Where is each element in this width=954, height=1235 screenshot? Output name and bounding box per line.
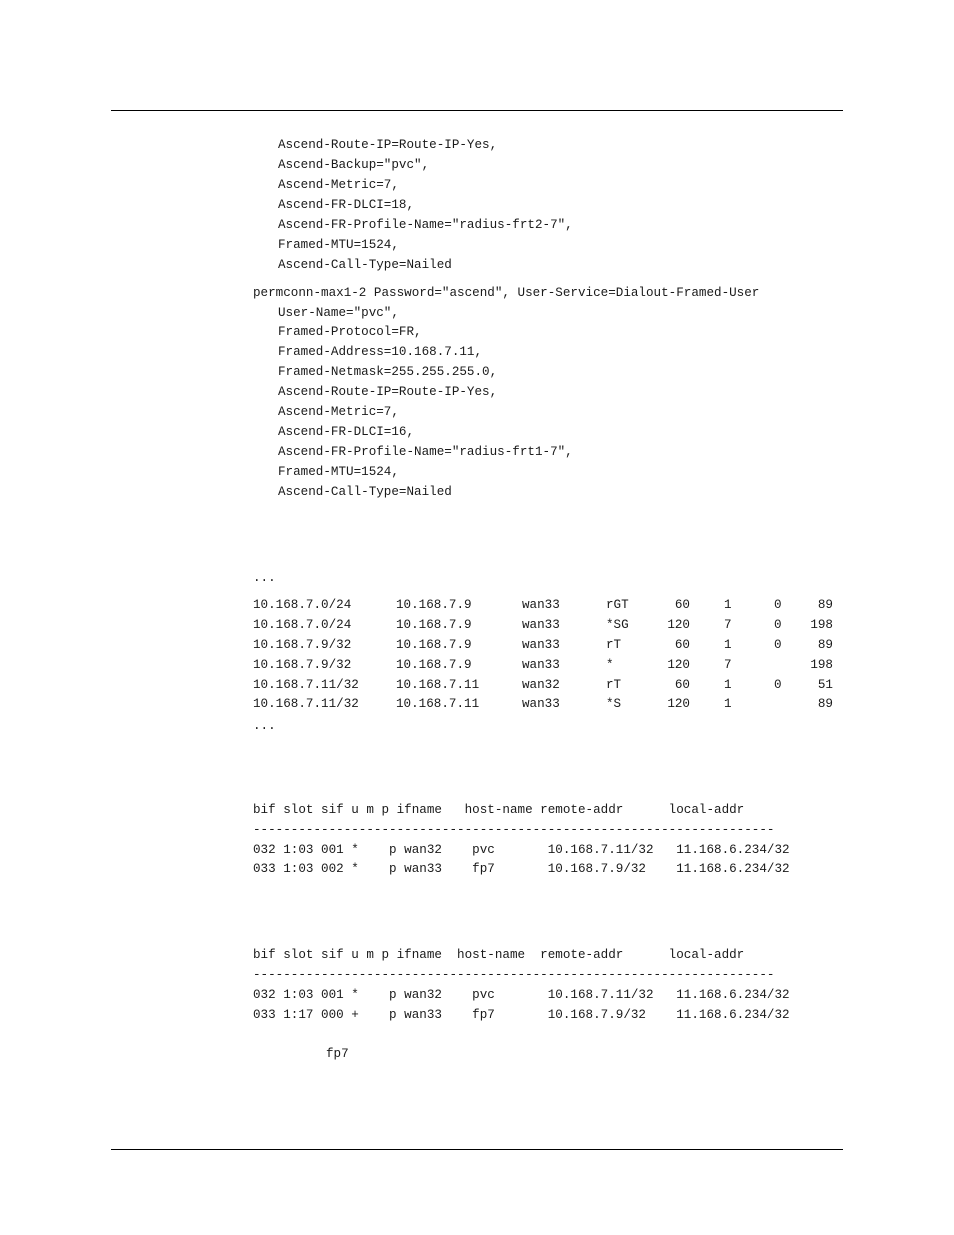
route-interface: wan33: [522, 598, 560, 612]
route-destination: 10.168.7.0/24: [253, 618, 352, 632]
route-preference: 60: [674, 638, 690, 652]
route-destination: 10.168.7.11/32: [253, 678, 359, 692]
code-line: Ascend-FR-DLCI=18,: [278, 198, 415, 212]
route-metric: 1: [724, 697, 732, 711]
route-flags: *SG: [606, 618, 629, 632]
route-interface: wan33: [522, 697, 560, 711]
route-preference: 60: [674, 678, 690, 692]
footer-rule: [111, 1149, 843, 1150]
route-use: 0: [774, 678, 782, 692]
header-rule: [111, 110, 843, 111]
code-line: User-Name="pvc",: [278, 306, 399, 320]
route-use: 0: [774, 598, 782, 612]
footnote-code: fp7: [326, 1047, 349, 1061]
route-flags: *: [606, 658, 614, 672]
code-line: Ascend-Route-IP=Route-IP-Yes,: [278, 385, 498, 399]
route-destination: 10.168.7.9/32: [253, 658, 352, 672]
code-line: Ascend-Metric=7,: [278, 178, 399, 192]
code-line: Ascend-FR-Profile-Name="radius-frt1-7",: [278, 445, 573, 459]
code-line: Ascend-Route-IP=Route-IP-Yes,: [278, 138, 498, 152]
table-row: 032 1:03 001 * p wan32 pvc 10.168.7.11/32 11.168.6.234/32: [253, 843, 790, 857]
route-metric: 7: [724, 658, 732, 672]
route-gateway: 10.168.7.9: [396, 618, 472, 632]
code-line: Framed-Address=10.168.7.11,: [278, 345, 483, 359]
route-preference: 120: [667, 658, 690, 672]
route-gateway: 10.168.7.11: [396, 697, 480, 711]
route-gateway: 10.168.7.9: [396, 638, 472, 652]
table-row: 032 1:03 001 * p wan32 pvc 10.168.7.11/32 11.168.6.234/32: [253, 988, 790, 1002]
route-age: 89: [817, 697, 833, 711]
route-preference: 120: [667, 618, 690, 632]
route-flags: rT: [606, 678, 622, 692]
route-destination: 10.168.7.9/32: [253, 638, 352, 652]
route-preference: 120: [667, 697, 690, 711]
route-destination: 10.168.7.11/32: [253, 697, 359, 711]
ellipsis: ...: [253, 719, 276, 733]
table-divider: ---------------------------------------------------------------------: [253, 968, 775, 982]
table-row: 033 1:17 000 + p wan33 fp7 10.168.7.9/32 11.168.6.234/32: [253, 1008, 790, 1022]
code-line: Ascend-Backup="pvc",: [278, 158, 430, 172]
route-age: 51: [817, 678, 833, 692]
route-interface: wan33: [522, 658, 560, 672]
table-divider: ---------------------------------------------------------------------: [253, 823, 775, 837]
code-line: Framed-Protocol=FR,: [278, 325, 422, 339]
route-interface: wan33: [522, 638, 560, 652]
route-metric: 7: [724, 618, 732, 632]
route-preference: 60: [674, 598, 690, 612]
route-destination: 10.168.7.0/24: [253, 598, 352, 612]
route-age: 89: [817, 598, 833, 612]
table-row: 033 1:03 002 * p wan33 fp7 10.168.7.9/32 11.168.6.234/32: [253, 862, 790, 876]
code-line: Ascend-FR-DLCI=16,: [278, 425, 415, 439]
table-header: bif slot sif u m p ifname host-name remote-addr local-addr: [253, 948, 745, 962]
route-flags: rGT: [606, 598, 629, 612]
route-interface: wan33: [522, 618, 560, 632]
code-line: Ascend-Call-Type=Nailed: [278, 258, 452, 272]
route-age: 198: [810, 618, 833, 632]
route-flags: rT: [606, 638, 622, 652]
ellipsis: ...: [253, 571, 276, 585]
route-use: 0: [774, 638, 782, 652]
profile-header-line: permconn-max1-2 Password="ascend", User-Service=Dialout-Framed-User: [253, 286, 760, 300]
route-gateway: 10.168.7.11: [396, 678, 480, 692]
code-line: Framed-MTU=1524,: [278, 238, 399, 252]
code-line: Ascend-FR-Profile-Name="radius-frt2-7",: [278, 218, 573, 232]
route-gateway: 10.168.7.9: [396, 598, 472, 612]
route-interface: wan32: [522, 678, 560, 692]
code-line: Framed-MTU=1524,: [278, 465, 399, 479]
code-line: Ascend-Metric=7,: [278, 405, 399, 419]
route-age: 89: [817, 638, 833, 652]
route-metric: 1: [724, 678, 732, 692]
route-metric: 1: [724, 598, 732, 612]
route-gateway: 10.168.7.9: [396, 658, 472, 672]
route-flags: *S: [606, 697, 622, 711]
route-metric: 1: [724, 638, 732, 652]
route-age: 198: [810, 658, 833, 672]
table-header: bif slot sif u m p ifname host-name remote-addr local-addr: [253, 803, 745, 817]
route-use: 0: [774, 618, 782, 632]
code-line: Framed-Netmask=255.255.255.0,: [278, 365, 498, 379]
code-line: Ascend-Call-Type=Nailed: [278, 485, 452, 499]
